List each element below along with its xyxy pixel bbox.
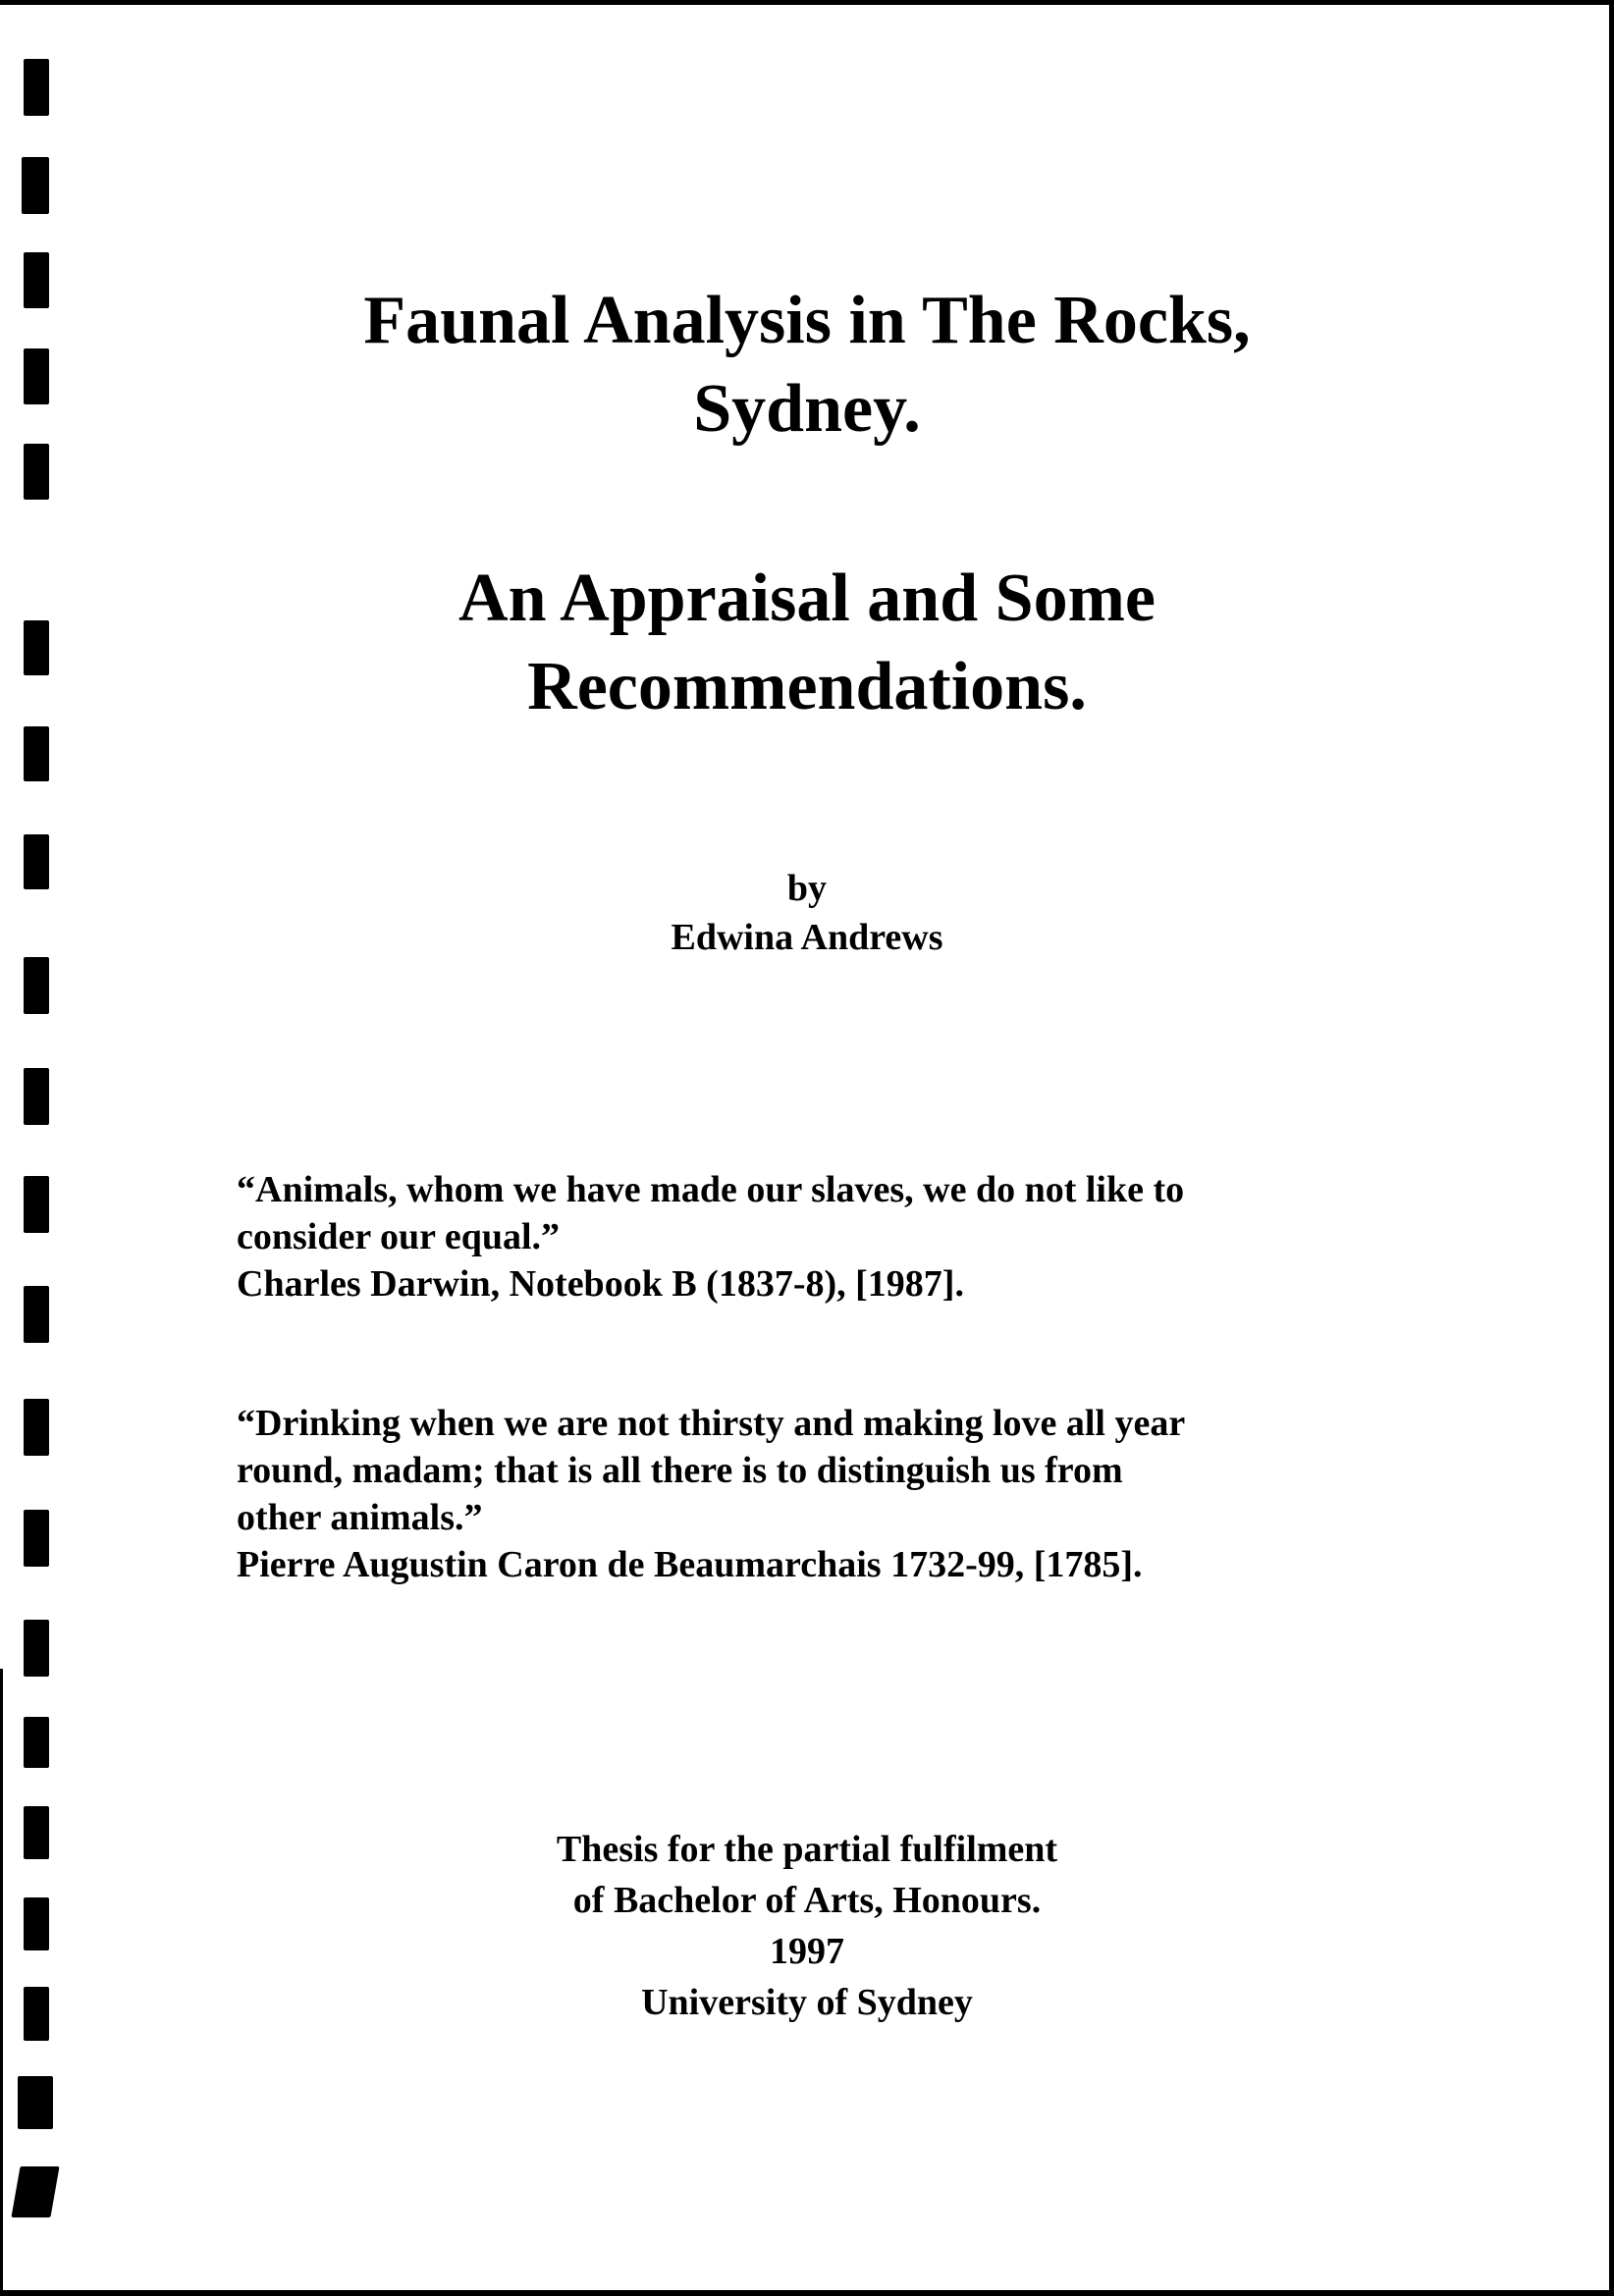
binding-hole-mark — [24, 1286, 49, 1343]
binding-hole-mark — [11, 2166, 59, 2217]
binding-hole-mark — [24, 1176, 49, 1233]
binding-hole-mark — [24, 726, 49, 781]
author-name: Edwina Andrews — [671, 917, 943, 958]
binding-hole-mark — [24, 1510, 49, 1567]
thesis-line-2: of Bachelor of Arts, Honours. — [572, 1880, 1042, 1921]
binding-hole-mark — [22, 157, 49, 214]
subtitle — [0, 555, 1614, 731]
thesis-year: 1997 — [770, 1931, 844, 1972]
quote-text-line: round, madam; that is all there is to distinguish us from — [237, 1450, 1123, 1491]
quote-attribution: Charles Darwin, Notebook B (1837-8), [1987]. — [237, 1263, 964, 1305]
scan-border-top — [0, 0, 1614, 5]
binding-hole-mark — [24, 1717, 49, 1768]
quote-text-line: “Drinking when we are not thirsty and making love all year — [237, 1403, 1186, 1444]
binding-hole-mark — [24, 1068, 49, 1125]
binding-hole-mark — [24, 957, 49, 1014]
epigraph-quote-beaumarchais — [237, 1400, 1415, 1588]
binding-hole-mark — [24, 1620, 49, 1677]
byline — [0, 864, 1614, 962]
quote-text-line: “Animals, whom we have made our slaves, we do not like to — [237, 1169, 1185, 1210]
main-title — [0, 277, 1614, 454]
main-title-line-1: Faunal Analysis in The Rocks, — [363, 283, 1251, 358]
subtitle-line-2: Recommendations. — [527, 649, 1087, 724]
thesis-statement — [0, 1824, 1614, 2028]
scan-border-bottom — [0, 2290, 1614, 2296]
quote-text-line: consider our equal.” — [237, 1216, 561, 1257]
byline-by: by — [786, 868, 828, 909]
subtitle-line-1: An Appraisal and Some — [458, 561, 1156, 636]
binding-hole-mark — [18, 2076, 53, 2129]
quote-text-line: other animals.” — [237, 1497, 483, 1538]
thesis-line-1: Thesis for the partial fulfilment — [556, 1829, 1058, 1870]
binding-hole-mark — [24, 59, 49, 116]
main-title-line-2: Sydney. — [693, 371, 921, 447]
quote-attribution: Pierre Augustin Caron de Beaumarchais 1732-99, [1785]. — [237, 1544, 1143, 1585]
epigraph-quote-darwin — [237, 1166, 1415, 1308]
thesis-institution: University of Sydney — [641, 1982, 973, 2023]
binding-hole-mark — [24, 1399, 49, 1456]
